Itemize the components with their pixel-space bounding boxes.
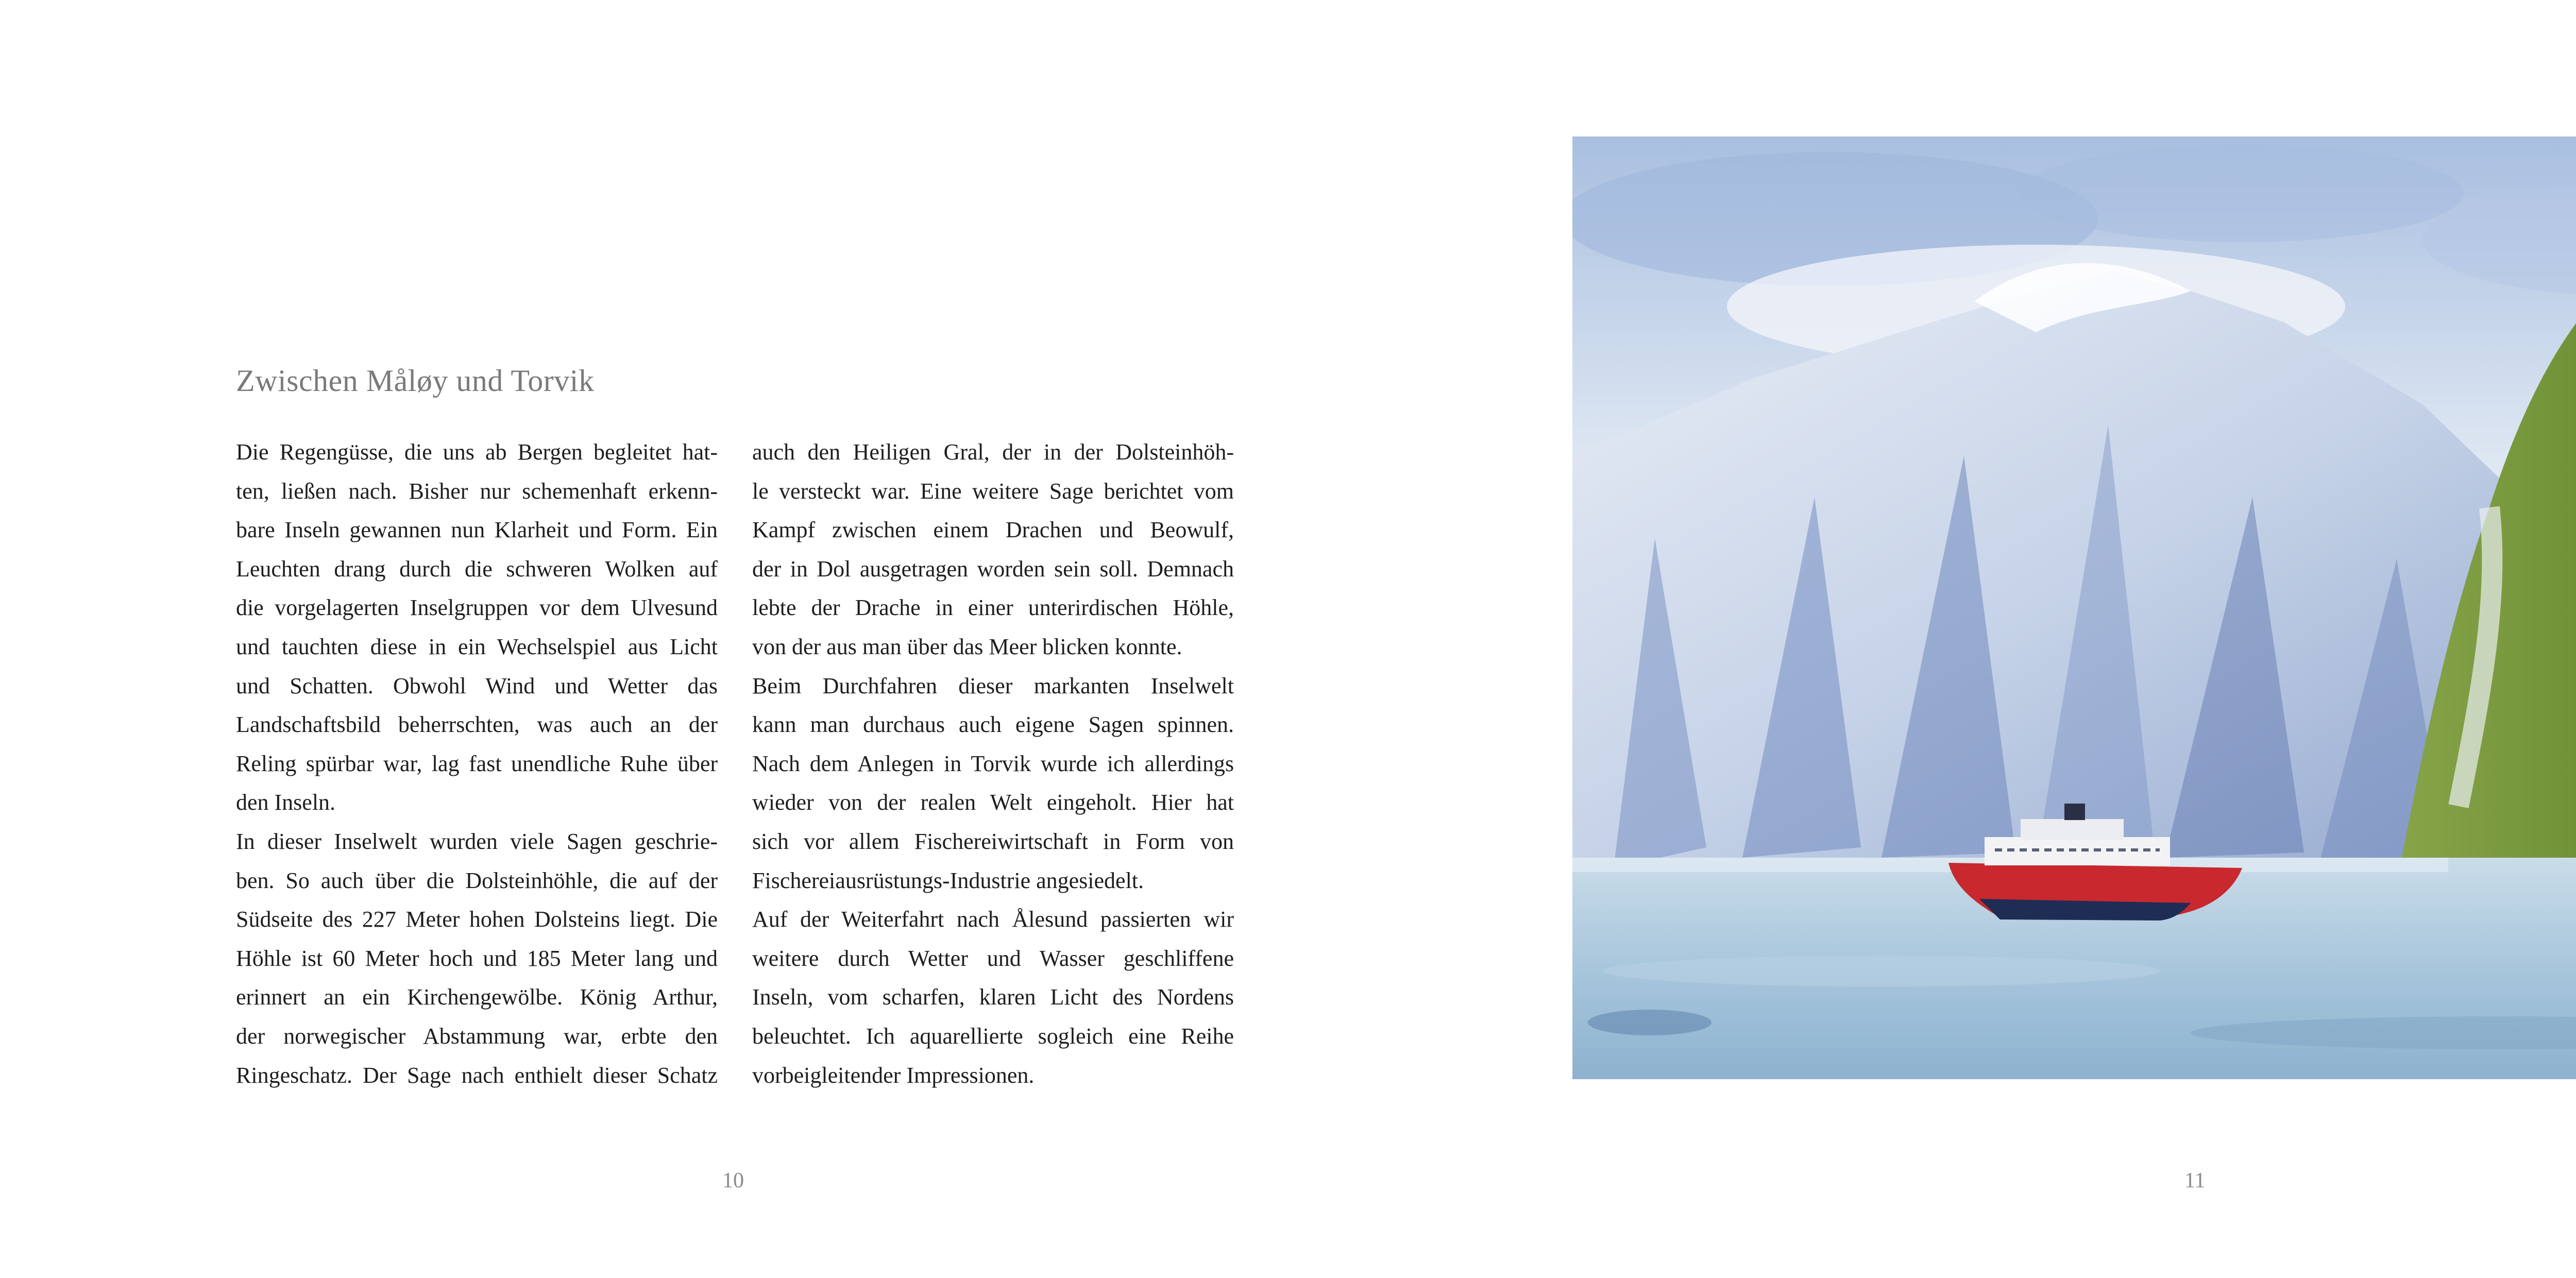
text-line: Kampf zwischen einem Drachen und Beowulf, [752, 517, 1234, 543]
fjord-ship-illustration [1572, 137, 2576, 1079]
text-column-2 [752, 433, 1234, 1095]
text-line: ben. So auch über die Dolsteinhöhle, die auf der [236, 867, 718, 893]
text-line: Landschaftsbild beherrschten, was auch an der [236, 712, 718, 738]
text-line: Leuchten drang durch die schweren Wolken auf [236, 556, 718, 582]
text-line: bare Inseln gewannen nun Klarheit und Form. Ein [236, 517, 718, 543]
page-number: 11 [2184, 1169, 2206, 1192]
text-line: Reling spürbar war, lag fast unendliche Ruhe über [236, 751, 718, 776]
text-line: von der aus man über das Meer blicken konnte. [752, 634, 1182, 659]
text-line: auch den Heiligen Gral, der in der Dolsteinhöh- [752, 439, 1234, 465]
text-line: Höhle ist 60 Meter hoch und 185 Meter lang und [236, 945, 718, 971]
text-line: der in Dol ausgetragen worden sein soll. Demnach [752, 556, 1234, 582]
text-line: Südseite des 227 Meter hohen Dolsteins liegt. Die [236, 907, 718, 932]
text-line: lebte der Drache in einer unterirdischen Höhle, [752, 595, 1234, 621]
text-line: Fischereiausrüstungs-Industrie angesiedelt. [752, 867, 1144, 893]
text-line: kann man durchaus auch eigene Sagen spinnen. [752, 712, 1234, 738]
text-line: beleuchtet. Ich aquarellierte sogleich eine Reihe [752, 1023, 1234, 1049]
text-line: der norwegischer Abstammung war, erbte den [236, 1023, 718, 1049]
text-line: die vorgelagerten Inselgruppen vor dem Ulvesund [236, 595, 718, 621]
text-line: Beim Durchfahren dieser markanten Inselwelt [752, 673, 1234, 698]
page-number: 10 [722, 1169, 744, 1192]
text-line: Inseln, vom scharfen, klaren Licht des Nordens [752, 984, 1234, 1010]
text-line: und tauchten diese in ein Wechselspiel aus Licht [236, 634, 718, 659]
text-column-1 [236, 433, 718, 1095]
section-title: Zwischen Måløy und Torvik [236, 364, 595, 398]
text-line: le versteckt war. Eine weitere Sage berichtet vom [752, 478, 1234, 504]
text-line: wieder von der realen Welt eingeholt. Hier hat [752, 790, 1234, 815]
text-line: den Inseln. [236, 790, 336, 815]
text-line: und Schatten. Obwohl Wind und Wetter das [236, 673, 718, 698]
text-line: In dieser Inselwelt wurden viele Sagen geschrie- [236, 828, 718, 854]
text-line: sich vor allem Fischereiwirtschaft in Form von [752, 828, 1234, 854]
text-line: weitere durch Wetter und Wasser geschliffene [752, 945, 1234, 971]
text-line: vorbeigleitender Impressionen. [752, 1062, 1035, 1088]
watercolor-painting [1572, 137, 2576, 1079]
text-line: erinnert an ein Kirchengewölbe. König Arthur, [236, 984, 718, 1010]
text-line: Die Regengüsse, die uns ab Bergen begleitet hat- [236, 439, 718, 465]
text-line: Nach dem Anlegen in Torvik wurde ich allerdings [752, 751, 1234, 776]
text-line: Auf der Weiterfahrt nach Ålesund passierten wir [752, 907, 1234, 932]
text-line: Ringeschatz. Der Sage nach enthielt dieser Schatz [236, 1062, 718, 1088]
text-line: ten, ließen nach. Bisher nur schemenhaft erkenn- [236, 478, 718, 504]
